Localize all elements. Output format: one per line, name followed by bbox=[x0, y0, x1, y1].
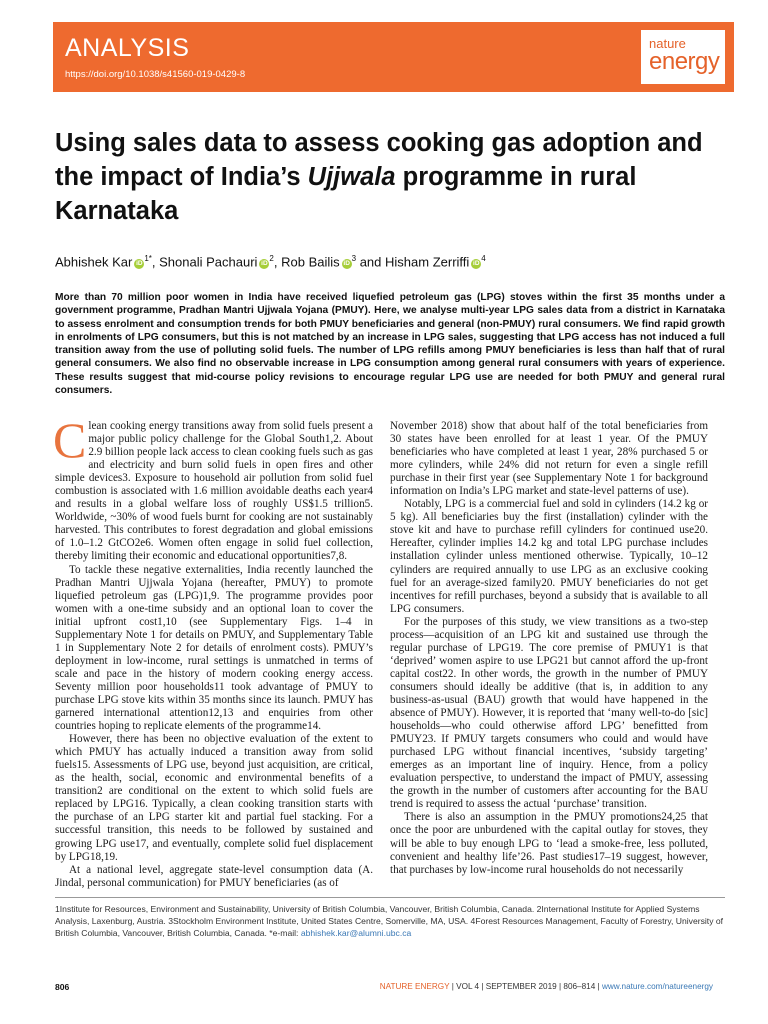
body-column-right bbox=[390, 420, 708, 877]
author-affiliation: 2 bbox=[269, 254, 274, 263]
journal-url-link[interactable]: www.nature.com/natureenergy bbox=[601, 982, 713, 991]
doi-link[interactable]: https://doi.org/10.1038/s41560-019-0429-8 bbox=[65, 69, 246, 80]
section-label: ANALYSIS bbox=[65, 34, 190, 62]
page-number: 806 bbox=[55, 982, 70, 992]
body-paragraph: Clean cooking energy transitions away from solid fuels present a major public policy challenge for the Global South1,2. About 2.9 billion people lack access to clean cooking fuels such as gas and electricity and burn solid fuels in open fires and other simple devices3. Exposure to household air pollution from solid fuel combustion is associated with 1.6 million avoidable deaths each year4 and results in a global welfare loss of roughly US$1.5 trillion5. Worldwide, ~30% of wood fuels burnt for cooking are not sustainably harvested. This contributes to forest degradation and global emissions of 1.0–1.2 GtCO2e6. Women often engage in solid fuel collection, thereby limiting their economic and educational opportunities7,8. bbox=[53, 412, 373, 563]
author-list: Abhishek Kar $iD^{1*}$, Shonali Pachauri $iD^2$, Rob Bailis $iD^3$ and Hisham Zerriffi $iD^4$ bbox=[55, 254, 486, 270]
author-email-link[interactable]: abhishek.kar@alumni.ubc.ca bbox=[300, 928, 412, 939]
body-column-left bbox=[53, 412, 373, 890]
author-name[interactable]: Rob Bailis bbox=[281, 254, 340, 270]
orcid-icon[interactable]: iD bbox=[473, 260, 480, 268]
body-paragraph: There is also an assumption in the PMUY promotions24,25 that once the poor are unburdened with the capital outlay for stoves, they will be able to buy enough LPG to ‘lead a smoke-free, less polluted, convenient and healthy life’26. Past studies17–19 suggest, however, that purchases by low-income rural households do not necessarily bbox=[390, 811, 708, 876]
abstract: More than 70 million poor women in India have received liquefied petroleum gas (LPG) stoves within the first 35 months under a government programme, Pradhan Mantri Ujjwala Yojana (PMUY). Here, we analyse multi-year LPG sales data from a district in Karnataka to assess enrolment and consumption trends for both PMUY beneficiaries and general (non-PMUY) rural consumers. We find rapid growth in enrolments of LPG consumers, but this is not matched by an increase in LPG sales, suggesting that LPG access has not induced a full transition away from the use of polluting solid fuels. The number of LPG refills among PMUY beneficiaries is less than half that of rural general consumers. We also find no observable increase in LPG consumption among general rural consumers with years of experience. These results suggest that mid-course policy revisions to encourage regular LPG use are needed for both PMUY and general rural consumers. bbox=[55, 292, 725, 397]
journal-footer bbox=[380, 982, 713, 991]
author-affiliation: 4 bbox=[481, 254, 486, 263]
body-paragraph: However, there has been no objective evaluation of the extent to which PMUY has actually induced a transition away from solid fuels15. Assessments of LPG use, beyond just acquisition, are critical, as the health, social, economic and environmental benefits of a transition2 are conditional on the extent to which solid fuels are replaced by LPG16. Typically, a clean cooking transition starts with the purchase of an LPG starter kit and partial fuel stacking. For a successful transition, this needs to be followed by sustained and growing LPG use17, and eventually, complete solid fuel displacement by LPG18,19. bbox=[55, 733, 373, 863]
body-paragraph: Notably, LPG is a commercial fuel and sold in cylinders (14.2 kg or 5 kg). All beneficiaries buy the first (installation) cylinder with the stove kit and have to purchase refill cylinders for continued use20. Hereafter, cylinder implies 14.2 kg and total LPG purchase includes installation cylinder unless mentioned otherwise. Typically, 10–12 cylinders are required annually to use LPG as an exclusive cooking fuel for an average-sized family20. PMUY beneficiaries do not get incentives for refill purchases, beyond a subsidy that is available to all LPG consumers. bbox=[390, 498, 708, 615]
orcid-icon[interactable]: iD bbox=[261, 260, 268, 268]
journal-logo[interactable] bbox=[641, 30, 725, 84]
section-banner bbox=[53, 22, 734, 92]
author-affiliation: 3 bbox=[351, 254, 357, 263]
drop-cap: C bbox=[53, 412, 87, 468]
author-affiliation: 1* bbox=[144, 254, 152, 263]
footnote-divider bbox=[55, 897, 725, 898]
body-paragraph: To tackle these negative externalities, India recently launched the Pradhan Mantri Ujjwala Yojana (hereafter, PMUY) to promote liquefied petroleum gas (LPG)1,9. The programme provides poor women with a one-time subsidy and an optional loan to cover the initial upfront cost1,10 (see Supplementary Figs. 1–4 in Supplementary Note 1 for details on PMUY, and Supplementary Table 1 in Supplementary Note 2 for details of enrolment costs). PMUY’s deployment in low-income, rural settings is unmatched in terms of scale and pace in the history of modern cooking energy access. Seventy million poor households11 took advantage of PMUY to purchase LPG stove kits within 35 months since its launch. PMUY has garnered international attention12,13 and enquiries from other countries hoping to replicate elements of the programme14. bbox=[55, 563, 373, 733]
affiliations-footnote: 1Institute for Resources, Environment and Sustainability, University of British Columbia, Vancouver, British Columbia, Canada. 2International Institute for Applied Systems Analysis, Laxenburg, Austria. 3Stockholm Environment Institute, United States Centre, Somerville, MA, USA. 4Forest Resources Management, Faculty of Forestry, University of British Columbia, Vancouver, British Columbia, Canada. *e-mail: abhishek.kar@alumni.ubc.ca bbox=[55, 904, 724, 939]
body-paragraph: At a national level, aggregate state-level consumption data (A. Jindal, personal communication) for PMUY beneficiaries (as of bbox=[55, 863, 373, 889]
article-title: Using sales data to assess cooking gas adoption and the impact of India’s Ujjwala programme in rural Karnataka bbox=[55, 129, 703, 225]
author-name[interactable]: Abhishek Kar bbox=[55, 254, 133, 270]
issue-info: | VOL 4 | SEPTEMBER 2019 | 806–814 | bbox=[449, 982, 602, 991]
journal-logo-top: nature bbox=[649, 36, 686, 51]
journal-logo-bottom: energy bbox=[649, 48, 720, 75]
orcid-icon[interactable]: iD bbox=[343, 260, 350, 268]
body-paragraph: November 2018) show that about half of the total beneficiaries from 30 states have been enrolled for at least 1 year. Of the PMUY beneficiaries who have completed at least 1 year, 28% purchased 5 or more cylinders, while 24% did not return for even a single refill purchase in their first year (see Supplementary Note 1 for background information on India’s LPG market and state-level patterns of use). bbox=[390, 420, 708, 498]
orcid-icon[interactable]: iD bbox=[136, 260, 143, 268]
author-name[interactable]: Shonali Pachauri bbox=[159, 254, 258, 270]
body-paragraph: For the purposes of this study, we view transitions as a two-step process—acquisition of an LPG kit and sustained use through the regular purchase of LPG19. The core premise of PMUY1 is that ‘deprived’ women aspire to use LPG21 but cannot afford the up-front capital cost22. In other words, the growth in the number of PMUY consumers should ideally be additive (that is, in addition to any business-as-usual (BAU) growth that would have happened in the absence of PMUY). However, it is reported that ‘many well-to-do [sic] households—who could otherwise afford LPG’ benefitted from PMUY23. If PMUY targets consumers who could and would have purchased LPG without financial incentives, ‘subsidy targeting’ emerges as an important line of inquiry. Hence, from a policy evaluation perspective, to understand the impact of PMUY, assessing the growth in the number of customers after accounting for the BAU trend is required to assess the actual ‘purchase’ transition. bbox=[390, 615, 708, 811]
journal-name: NATURE ENERGY bbox=[379, 982, 450, 991]
author-name[interactable]: Hisham Zerriffi bbox=[385, 254, 470, 270]
